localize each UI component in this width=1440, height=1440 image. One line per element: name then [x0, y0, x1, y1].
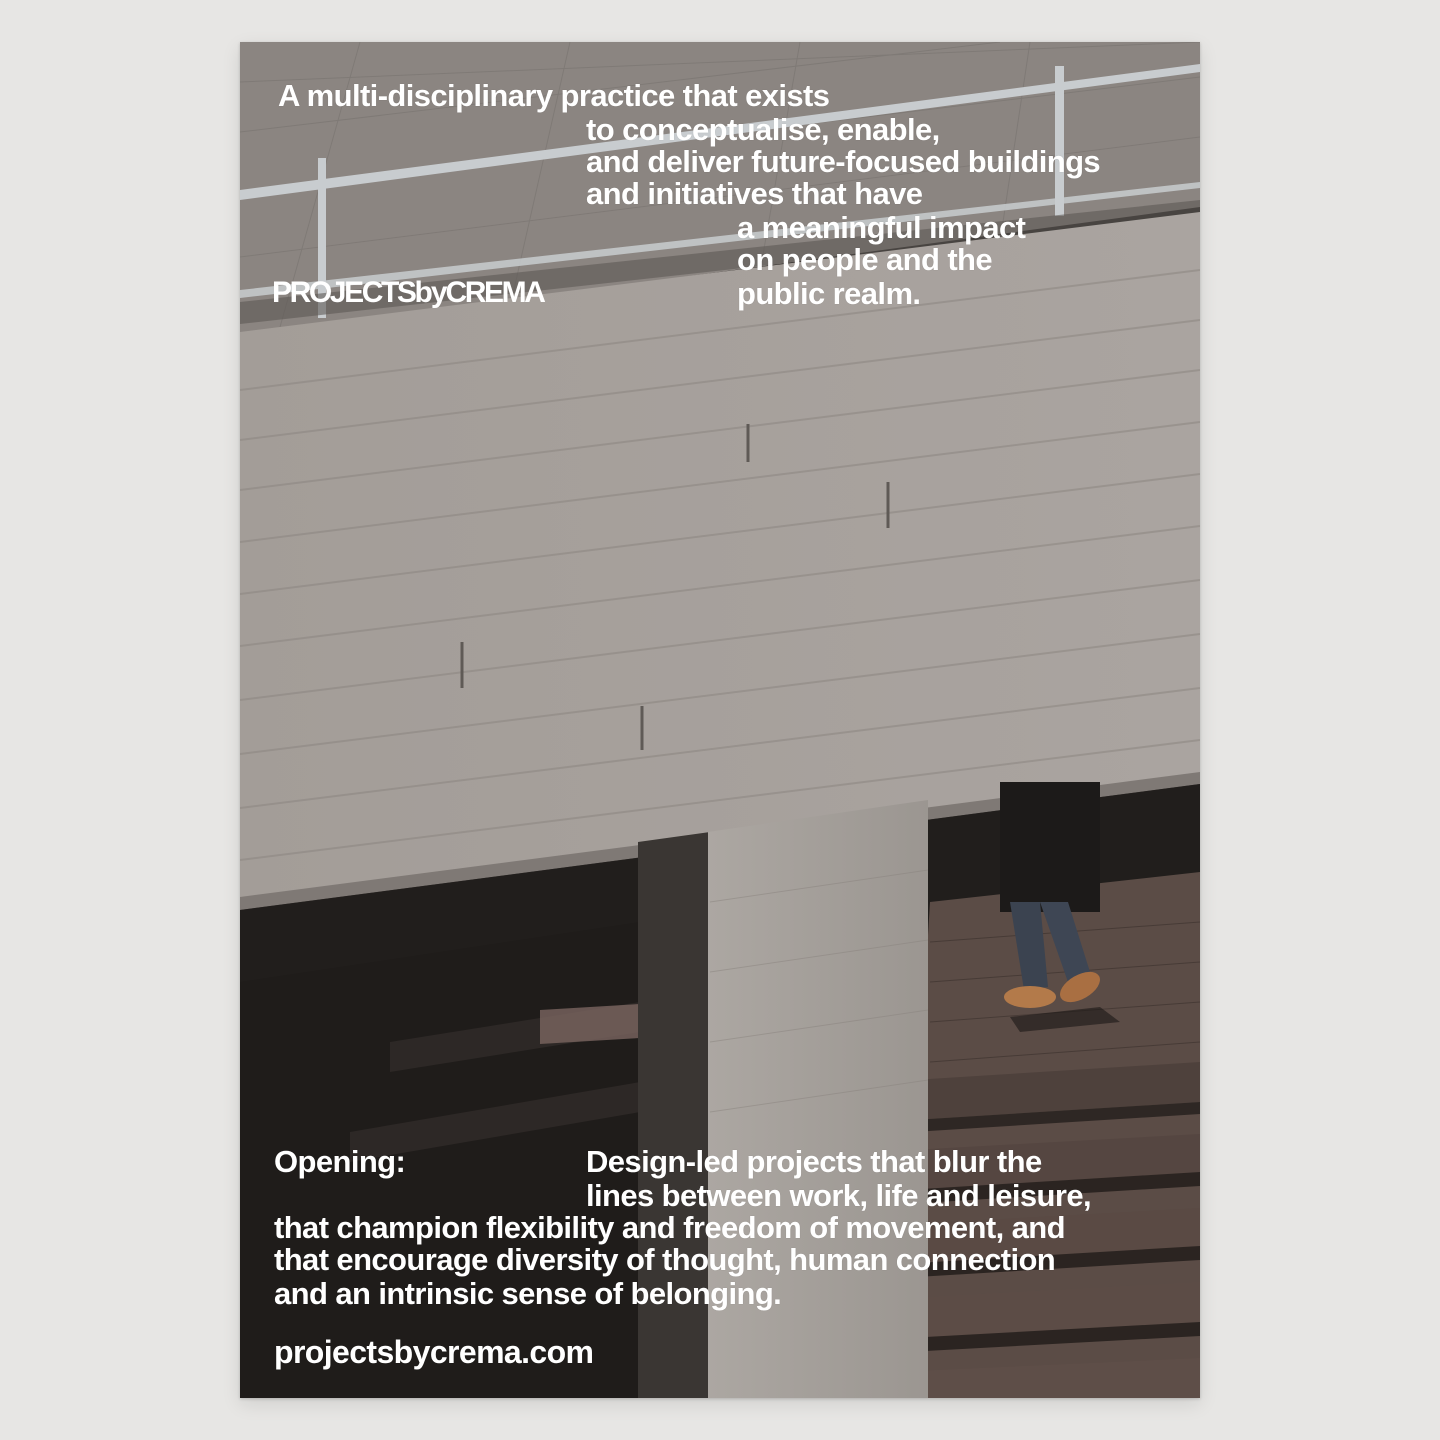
opening-line-1: Design-led projects that blur the [586, 1144, 1042, 1179]
brand-logo [272, 276, 544, 310]
poster [240, 42, 1200, 1398]
intro-line-2: to conceptualise, enable, [586, 112, 940, 147]
logo-by: by [414, 276, 446, 309]
intro-line-1: A multi-disciplinary practice that exists [278, 78, 830, 113]
opening-line-3: that champion flexibility and freedom of movement, and [274, 1210, 1065, 1245]
intro-line-6: on people and the [737, 242, 993, 277]
opening-line-4: that encourage diversity of thought, human connection [274, 1242, 1056, 1277]
intro-line-4: and initiatives that have [586, 176, 923, 211]
opening-line-2: lines between work, life and leisure, [586, 1178, 1091, 1213]
intro-line-5: a meaningful impact [737, 210, 1026, 245]
intro-line-3: and deliver future-focused buildings [586, 144, 1101, 179]
logo-crema: CREMA [445, 276, 544, 309]
opening-line-5: and an intrinsic sense of belonging. [274, 1276, 782, 1311]
intro-line-7: public realm. [737, 276, 921, 311]
opening-label: Opening: [274, 1144, 406, 1179]
website-url: projectsbycrema.com [274, 1334, 594, 1370]
logo-projects: PROJECTS [272, 276, 415, 309]
